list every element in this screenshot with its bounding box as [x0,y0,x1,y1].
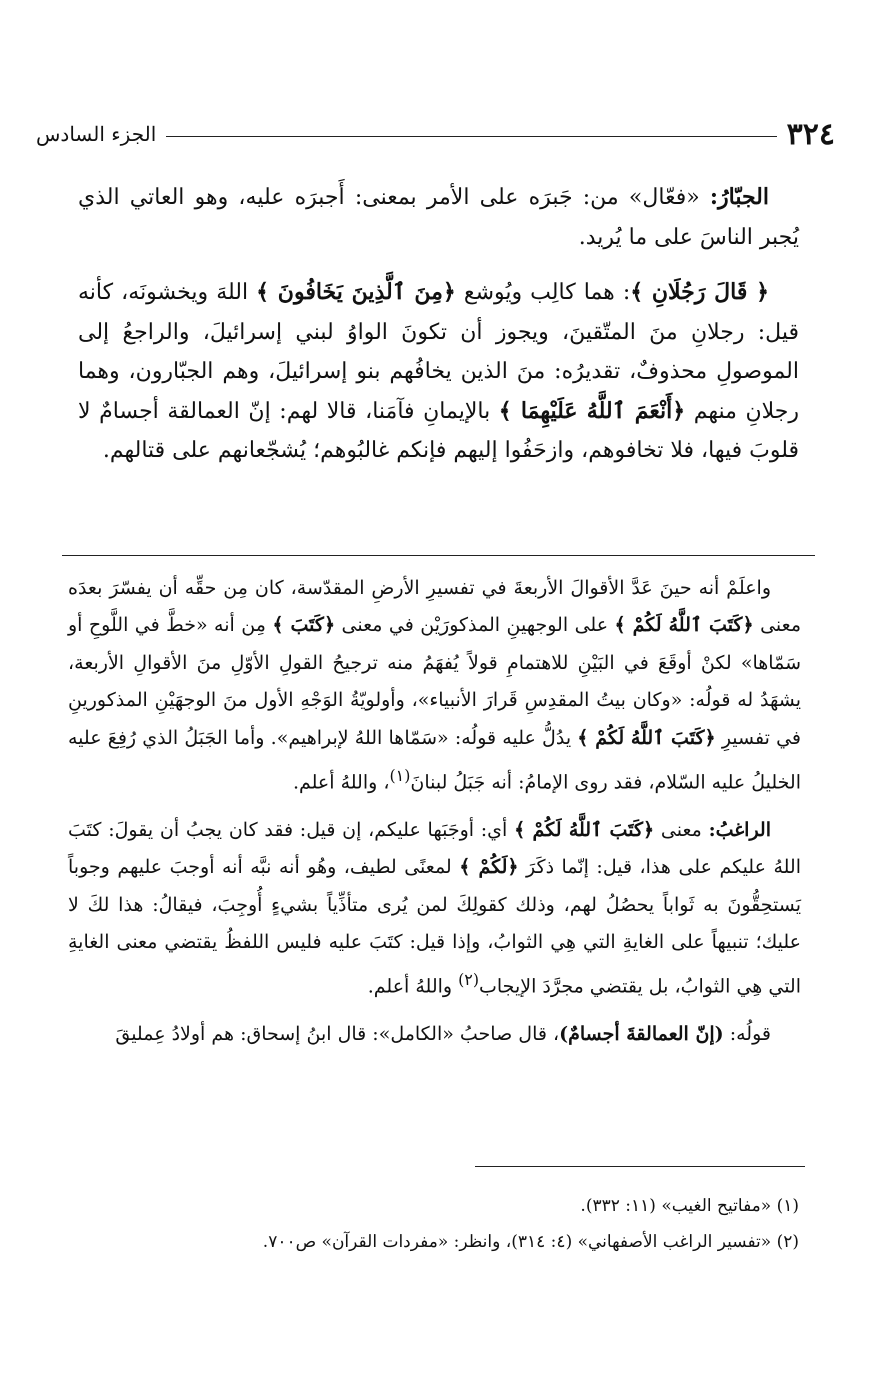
quran-quote: ﴿لَكُمْ ﴾ [459,856,519,879]
quran-quote: ﴿كَتَبَ ٱللَّهُ لَكُمْ ﴾ [577,726,716,749]
commentary-paragraph [68,570,801,802]
term-label: الراغبُ: [708,818,771,841]
paragraph-text: معنى [654,818,709,841]
paragraph-text: واعلَمْ أنه حينَ عَدَّ الأقوالَ الأربعةَ في تفسيرِ الأرضِ المقدّسة، كان مِن حقِّه أن يفسّرَ بعدَه معنى [68,577,801,637]
paragraph-text: على الوجهينِ المذكورَيْن في معنى [335,614,615,637]
paragraph-text: واللهُ أعلم. [367,975,459,998]
main-paragraph [78,178,799,257]
commentary-paragraph [68,1016,801,1053]
footnote-ref[interactable]: (١) [389,766,411,786]
quran-quote: ﴿كَتَبَ ٱللَّهُ لَكُمْ ﴾ [514,818,655,841]
page-number: ٣٢٤ [786,116,835,152]
header-rule [166,136,776,137]
page-header [36,112,835,156]
running-title: الجزء السادس [36,122,157,146]
term-label: الجبّارُ: [709,184,769,210]
paragraph-text: : هما كالِب ويُوشع [455,280,631,305]
paragraph-text: لمعنًى لطيف، وهُو أنه نبَّه أنه أوجبَ عليهم وجوباً يَستحِقُّونَ به ثَواباً يحصُلُ لهم، وذلك كقولِكَ لمن يُرى متأذِّياً بشيءٍ أُوجِبَ، فيقالُ: هذا لكَ لا عليك؛ تنبيهاً على الغايةِ التي هِي الثوابُ، وإذا قيل: كتَبَ عليه فليس اللفظُ يقتضي معنى الغايةِ التي هِي الثوابُ، بل يقتضي مجرَّدَ الإيجاب [68,856,801,998]
paragraph-text: ، قال صاحبُ «الكامل»: قال ابنُ إسحاق: هم أولادُ عِمليقَ [115,1023,560,1046]
quoted-phrase: (إنّ العمالقةَ أجسامٌ) [559,1023,724,1046]
paragraph-text: بالإيمانِ فآمَنا، قالا لهم: إنّ العمالقة أجسامٌ لا قلوبَ فيها، فلا تخافوهم، وازحَفُوا إليهم فإنكم غالبُوهم؛ يُشجّعانهم على قتالهم. [78,398,799,463]
footnotes [120,1188,799,1260]
paragraph-text: «فعّال» من: جَبرَه على الأمر بمعنى: أَجبرَه عليه، وهو العاتي الذي يُجبر الناسَ على ما يُريد. [78,185,799,250]
footnote: (٢) «تفسير الراغب الأصفهاني» (٤: ٣١٤)، وانظر: «مفردات القرآن» ص٧٠٠. [262,1232,799,1252]
footnote-divider [475,1166,805,1167]
main-text [78,178,799,487]
main-paragraph [78,273,799,471]
commentary-paragraph [68,812,801,1006]
section-divider [62,555,815,556]
footnote: (١) «مفاتيح الغيب» (١١: ٣٣٢). [580,1196,799,1216]
quran-quote: ﴿كَتَبَ ٱللَّهُ لَكُمْ ﴾ [614,614,754,637]
paragraph-text: ، واللهُ أعلم. [292,771,390,794]
quran-quote: ﴿مِنَ ٱلَّذِينَ يَخَافُونَ ﴾ [256,279,456,305]
paragraph-text: مِن أنه «خطَّ في اللَّوحِ أو سَمّاها» لكنْ أوقَعَ في البَيْنِ للاهتمامِ قولاً يُفهَمُ منه ترجيحُ القولِ الأوّلِ منَ الأقوالِ الأربعة، يشهَدُ له قولُه: «وكان بيتُ المقدِسِ قَرارَ الأنبياء»، وأولويّةُ الوَجْهِ الأول منَ الوجهَيْنِ المذكورينِ في تفسيرِ [68,614,801,749]
paragraph-text: يدُلُّ عليه قولُه: «سَمّاها اللهُ لإبراهيم». وأما الجَبَلُ الذي رُفِعَ عليه الخليلُ عليه السّلام، فقد روى الإمامُ: أنه جَبَلُ لبنانَ [68,726,801,794]
paragraph-text: أي: أوجَبَها عليكم، إن قيل: فقد كان يجبُ أن يقولَ: كتَبَ اللهُ عليكم على هذا، قيل: إنّما ذكَرَ [68,818,801,879]
commentary-section [68,570,801,1064]
quran-quote: ﴿أَنْعَمَ ٱللَّهُ عَلَيْهِمَا ﴾ [498,397,686,424]
footnote-ref[interactable]: (٢) [458,970,479,990]
quran-quote: ﴿كَتَبَ ﴾ [272,614,336,637]
paragraph-text: قولُه: [723,1023,771,1046]
quran-quote: ﴿ قَالَ رَجُلَانِ ﴾ [630,279,769,305]
paragraph-text: اللهَ ويخشونَه، كأنه قيل: رجلانِ منَ المتّقينَ، ويجوز أن تكونَ الواوُ لبني إسرائيلَ، والراجعُ إلى الموصولِ محذوفٌ، تقديرُه: منَ الذين يخافُهم بنو إسرائيلَ، وهم الجبّارون، وهما رجلانِ منهم [78,280,799,424]
